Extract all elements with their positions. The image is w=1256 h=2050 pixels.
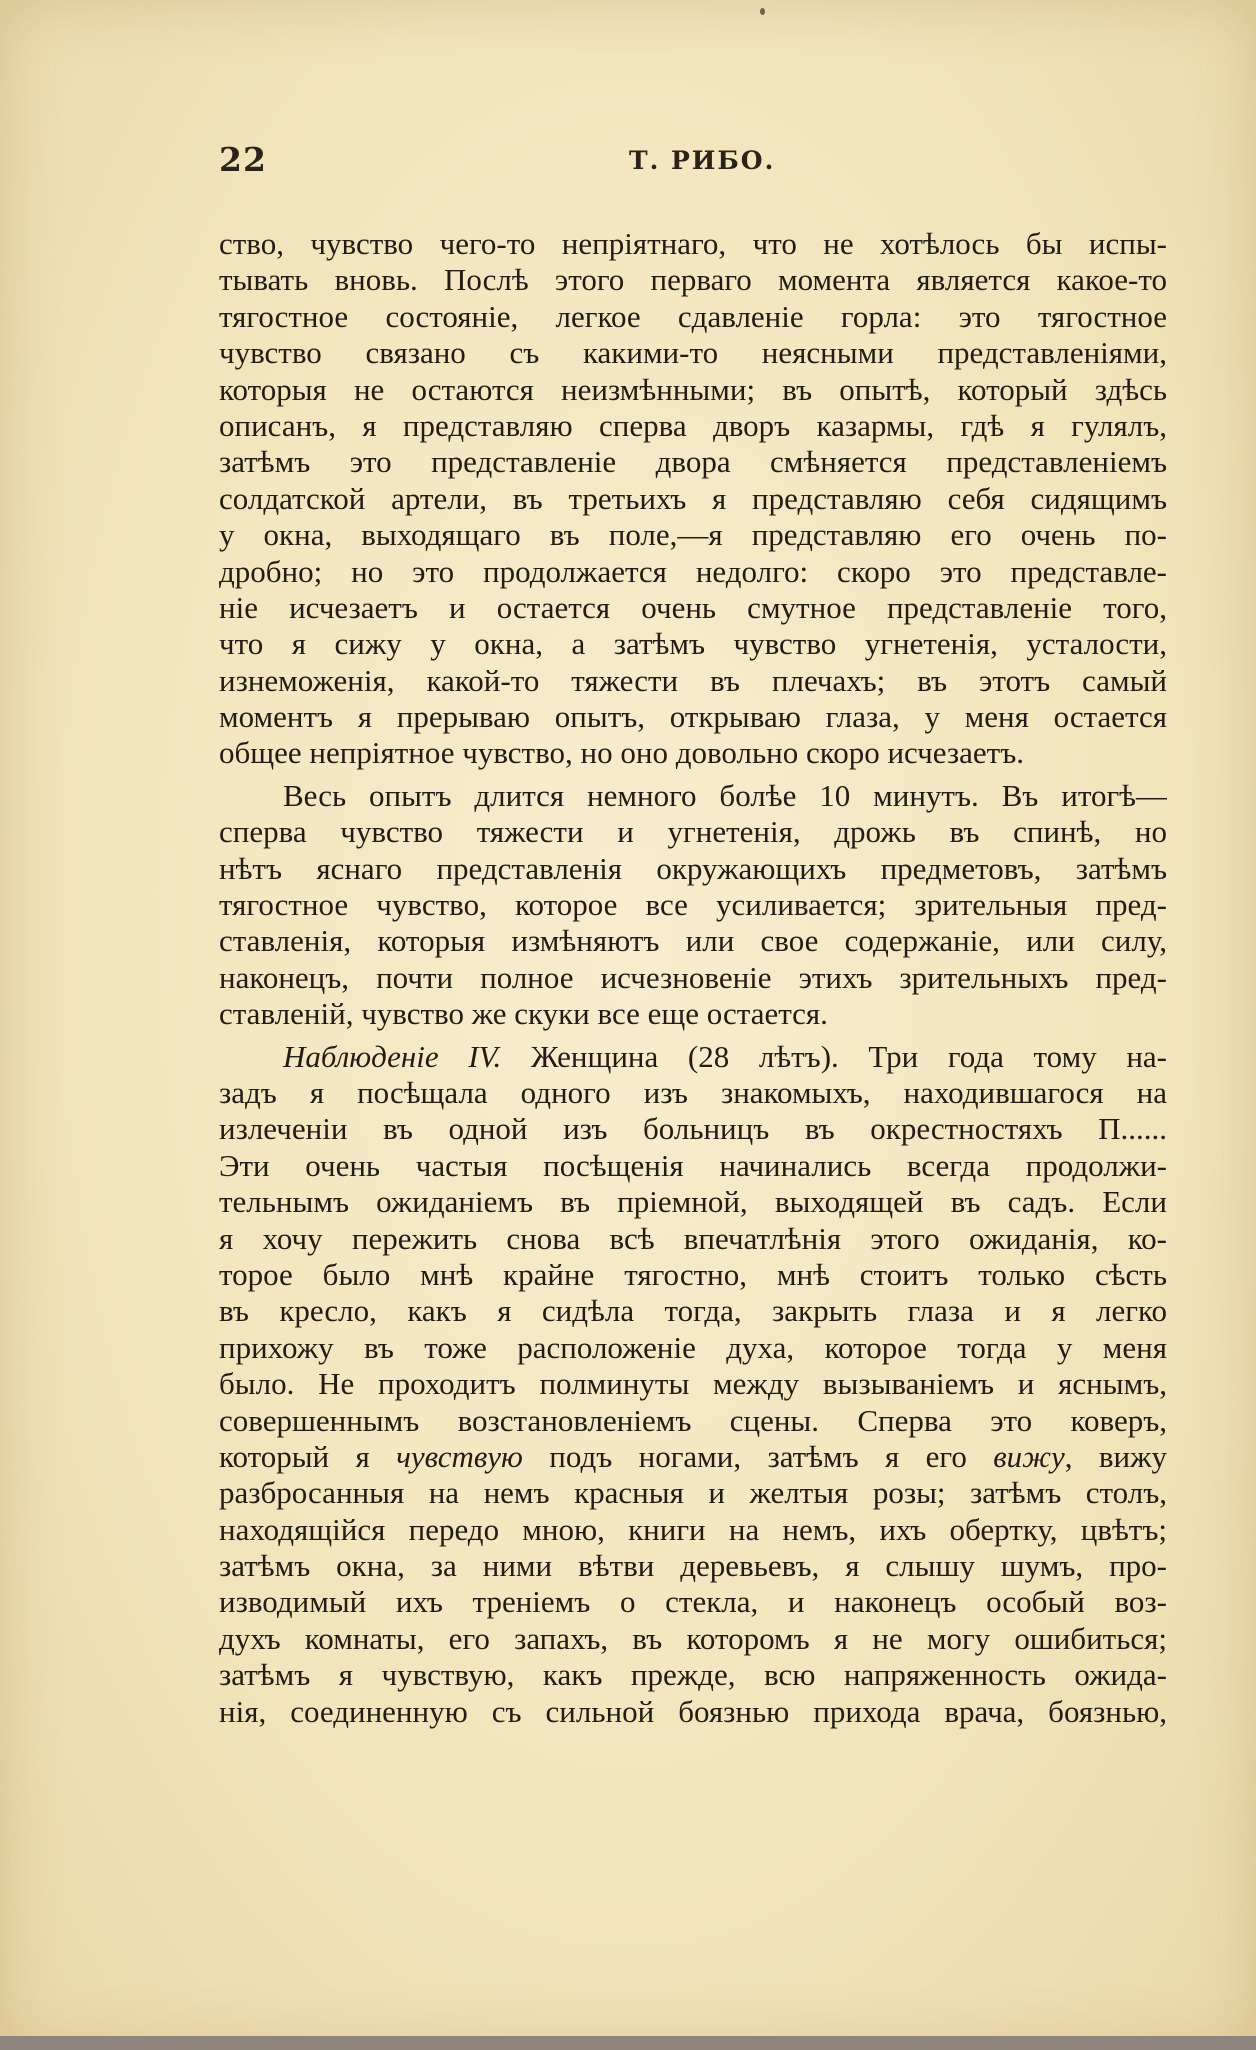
text-line: которыя не остаются неизмѣнными; въ опытѣ, который здѣсь	[219, 371, 1167, 407]
text-line: общее непріятное чувство, но оно довольно скоро исчезаетъ.	[219, 735, 1024, 771]
text-fragment: который я	[219, 1438, 370, 1474]
text-line: тягостное чувство, которое все усиливается; зрительныя пред-	[219, 887, 1167, 923]
text-line: изводимый ихъ треніемъ о стекла, и наконецъ особый воз-	[219, 1584, 1167, 1620]
text-line: у окна, выходящаго въ поле,—я представляю его очень по-	[219, 517, 1167, 553]
text-line: ніе исчезаетъ и остается очень смутное представленіе того,	[219, 589, 1167, 625]
text-line: затѣмъ окна, за ними вѣтви деревьевъ, я слышу шумъ, про-	[219, 1548, 1167, 1584]
text-line: чувство связано съ какими-то неясными представленіями,	[219, 335, 1167, 371]
text-line: разбросанныя на немъ красныя и желтыя розы; затѣмъ столъ,	[219, 1475, 1167, 1511]
paragraph-3	[219, 1039, 1167, 1730]
text-line: прихожу въ тоже расположеніе духа, которое тогда у меня	[219, 1329, 1167, 1365]
text-line: я хочу пережить снова всѣ впечатлѣнія этого ожиданія, ко-	[219, 1220, 1167, 1256]
text-line: что я сижу у окна, а затѣмъ чувство угнетенія, усталости,	[219, 626, 1167, 662]
ink-speck	[760, 8, 765, 15]
text-line: духъ комнаты, его запахъ, въ которомъ я не могу ошибиться;	[219, 1620, 1167, 1656]
scan-bottom-band	[0, 2036, 1256, 2050]
text-line	[219, 1039, 1167, 1075]
text-fragment: , вижу	[1064, 1438, 1167, 1474]
text-line: нія, соединенную съ сильной боязнью прихода врача, боязнью,	[219, 1693, 1167, 1729]
paragraph-2	[219, 778, 1167, 1033]
observation-heading: Наблюденіе IV.	[283, 1038, 502, 1074]
text-line: тельнымъ ожиданіемъ въ пріемной, выходящей въ садъ. Если	[219, 1184, 1167, 1220]
text-line: ставленій, чувство же скуки все еще остается.	[219, 996, 828, 1032]
text-line: тывать вновь. Послѣ этого перваго момента является какое-то	[219, 262, 1167, 298]
text-line: задъ я посѣщала одного изъ знакомыхъ, находившагося на	[219, 1074, 1167, 1110]
paragraph-1	[219, 226, 1167, 772]
text-fragment: подъ ногами, затѣмъ я его	[549, 1438, 967, 1474]
text-line: было. Не проходитъ полминуты между вызываніемъ и яснымъ,	[219, 1366, 1167, 1402]
text-line: наконецъ, почти полное исчезновеніе этихъ зрительныхъ пред-	[219, 959, 1167, 995]
text-line: изнеможенія, какой-то тяжести въ плечахъ; въ этотъ самый	[219, 662, 1167, 698]
text-line: дробно; но это продолжается недолго: скоро это представле-	[219, 553, 1167, 589]
text-line: совершеннымъ возстановленіемъ сцены. Сперва это коверъ,	[219, 1402, 1167, 1438]
text-line: сперва чувство тяжести и угнетенія, дрожь въ спинѣ, но	[219, 814, 1167, 850]
text-line: описанъ, я представляю сперва дворъ казармы, гдѣ я гулялъ,	[219, 407, 1167, 443]
text-line: излеченіи въ одной изъ больницъ въ окрестностяхъ П......	[219, 1111, 1167, 1147]
page-number: 22	[219, 140, 267, 179]
text-line: тягостное состояніе, легкое сдавленіе горла: это тягостное	[219, 298, 1167, 334]
text-line: Эти очень частыя посѣщенія начинались всегда продолжи-	[219, 1147, 1167, 1183]
text-line: торое было мнѣ крайне тягостно, мнѣ стоитъ только сѣсть	[219, 1256, 1167, 1292]
text-line: затѣмъ я чувствую, какъ прежде, всю напряженность ожида-	[219, 1657, 1167, 1693]
running-head: Т. РИБО.	[629, 146, 776, 175]
text-fragment: Женщина (28 лѣтъ). Три года тому на-	[530, 1038, 1167, 1074]
text-line: нѣтъ яснаго представленія окружающихъ предметовъ, затѣмъ	[219, 850, 1167, 886]
page-header	[219, 140, 1167, 188]
text-line	[219, 1439, 1167, 1475]
italic-word: вижу	[993, 1438, 1065, 1474]
text-line: солдатской артели, въ третьихъ я представляю себя сидящимъ	[219, 480, 1167, 516]
text-line: затѣмъ это представленіе двора смѣняется представленіемъ	[219, 444, 1167, 480]
text-line: въ кресло, какъ я сидѣла тогда, закрыть глаза и я легко	[219, 1293, 1167, 1329]
italic-word: чувствую	[396, 1438, 523, 1474]
text-line: ставленія, которыя измѣняютъ или свое содержаніе, или силу,	[219, 923, 1167, 959]
text-line: находящійся передо мною, книги на немъ, ихъ обертку, цвѣтъ;	[219, 1511, 1167, 1547]
text-line: Весь опытъ длится немного болѣе 10 минутъ. Въ итогѣ—	[283, 777, 1167, 813]
text-line: моментъ я прерываю опытъ, открываю глаза, у меня остается	[219, 699, 1167, 735]
body-text	[219, 226, 1167, 1730]
text-line: ство, чувство чего-то непріятнаго, что не хотѣлось бы испы-	[219, 226, 1167, 261]
